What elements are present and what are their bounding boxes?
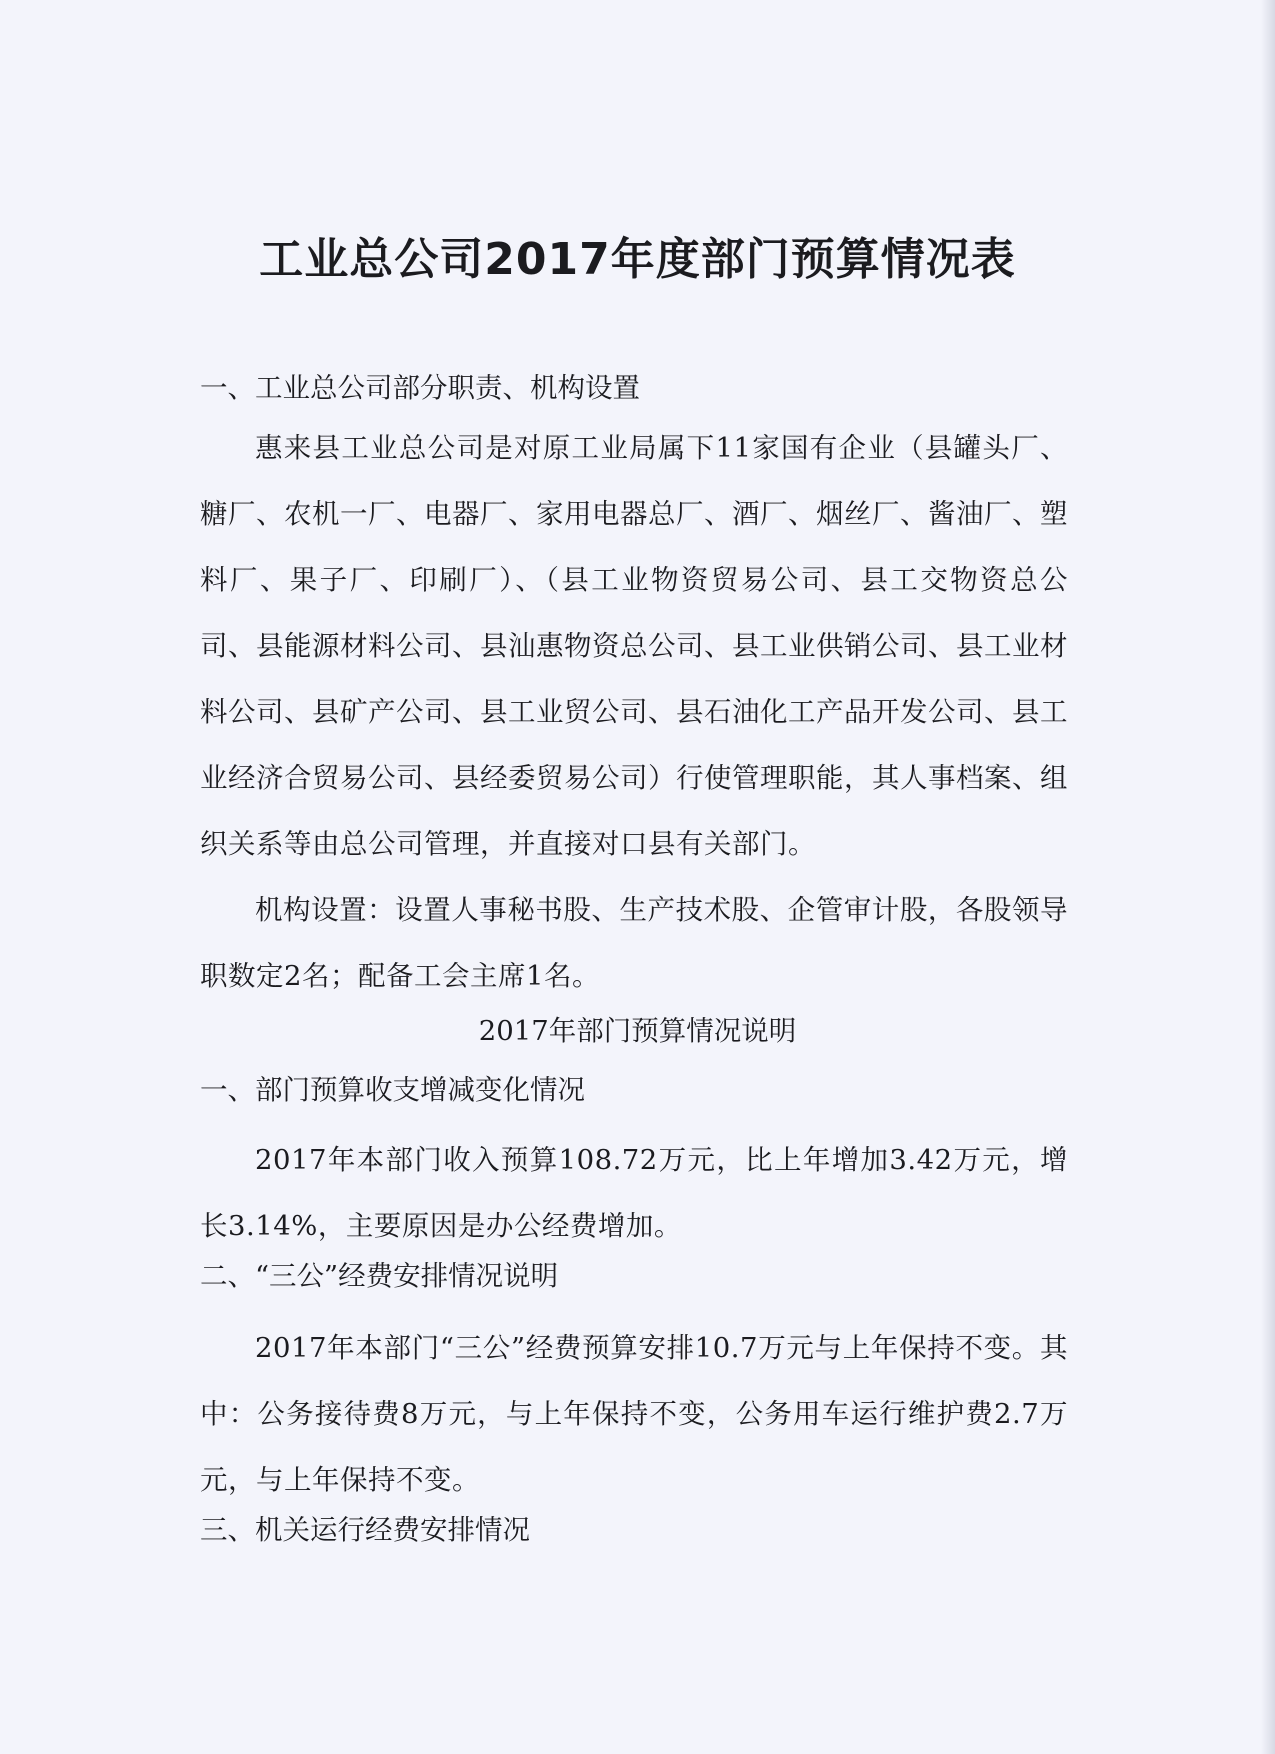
budget-body-revenue-change <box>200 1127 1068 1259</box>
document-title: 工业总公司2017年度部门预算情况表 <box>259 234 1016 285</box>
paragraph-company-description: 惠来县工业总公司是对原工业局属下11家国有企业（县罐头厂、糖厂、农机一厂、电器厂、家用电器总厂、酒厂、烟丝厂、酱油厂、塑料厂、果子厂、印刷厂）、（县工业物资贸易公司、县工交物资总公司、县能源材料公司、县汕惠物资总公司、县工业供销公司、县工业材料公司、县矿产公司、县工业贸公司、县石油化工产品开发公司、县工业经济合贸易公司、县经委贸易公司）行使管理职能，其人事档案、组织关系等由总公司管理，并直接对口县有关部门。 <box>200 432 1068 860</box>
budget-heading-operating-expenses: 三、机关运行经费安排情况 <box>200 1514 530 1546</box>
budget-heading-revenue-change: 一、部门预算收支增减变化情况 <box>200 1074 585 1106</box>
section-heading-duties: 一、工业总公司部分职责、机构设置 <box>200 372 640 404</box>
budget-explanation-title: 2017年部门预算情况说明 <box>478 1015 797 1047</box>
budget-body-three-public <box>200 1315 1068 1513</box>
budget-heading-three-public: 二、“三公”经费安排情况说明 <box>200 1260 559 1292</box>
paragraph-three-public-expenses: 2017年本部门“三公”经费预算安排10.7万元与上年保持不变。其中：公务接待费8万元，与上年保持不变，公务用车运行维护费2.7万元，与上年保持不变。 <box>200 1332 1068 1496</box>
section-body-duties <box>200 415 1068 1009</box>
paragraph-organization-setup: 机构设置：设置人事秘书股、生产技术股、企管审计股，各股领导职数定2名；配备工会主席1名。 <box>200 894 1068 992</box>
paragraph-revenue-change: 2017年本部门收入预算108.72万元，比上年增加3.42万元，增长3.14%，主要原因是办公经费增加。 <box>200 1144 1068 1242</box>
